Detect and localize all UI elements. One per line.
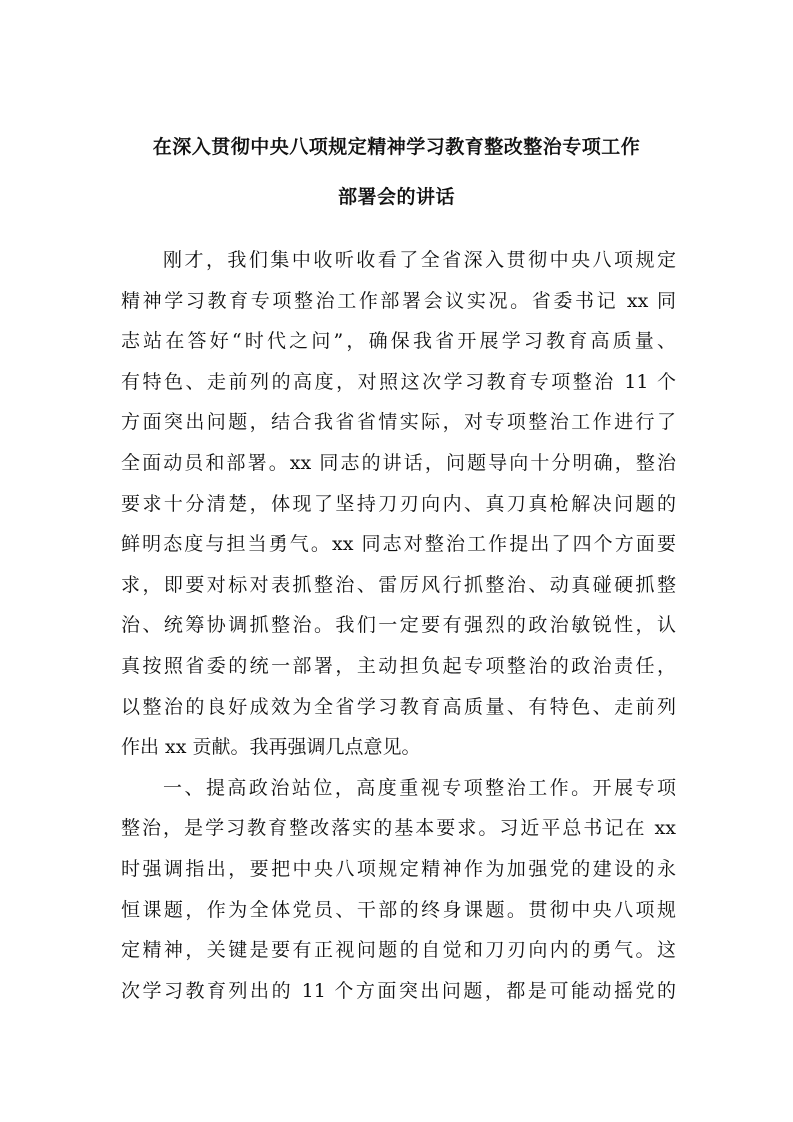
body-line: 方面突出问题，结合我省省情实际，对专项整治工作进行了	[121, 411, 676, 434]
document-title-line-2: 部署会的讲话	[337, 186, 455, 208]
body-line: 志站在答好“时代之问”，确保我省开展学习教育高质量、	[121, 330, 676, 353]
body-line: 作出 xx 贡献。我再强调几点意见。	[121, 736, 421, 759]
body-line: 整治，是学习教育整改落实的基本要求。习近平总书记在 xx	[121, 817, 676, 840]
document-title-line-1: 在深入贯彻中央八项规定精神学习教育整改整治专项工作	[152, 136, 641, 158]
body-line: 刚才，我们集中收听收看了全省深入贯彻中央八项规定	[163, 249, 676, 271]
body-line: 全面动员和部署。xx 同志的讲话，问题导向十分明确，整治	[121, 451, 676, 474]
body-line: 治、统筹协调抓整治。我们一定要有强烈的政治敏锐性，认	[121, 614, 676, 637]
body-line: 定精神，关键是要有正视问题的自觉和刀刃向内的勇气。这	[121, 939, 676, 962]
body-line: 鲜明态度与担当勇气。xx 同志对整治工作提出了四个方面要	[121, 533, 676, 556]
body-line: 一、提高政治站位，高度重视专项整治工作。开展专项	[163, 776, 676, 799]
body-line: 以整治的良好成效为全省学习教育高质量、有特色、走前列	[121, 695, 676, 718]
body-line: 时强调指出，要把中央八项规定精神作为加强党的建设的永	[121, 857, 676, 880]
body-line: 有特色、走前列的高度，对照这次学习教育专项整治 11 个	[121, 370, 676, 393]
body-line: 次学习教育列出的 11 个方面突出问题，都是可能动摇党的	[121, 979, 676, 1002]
body-line: 要求十分清楚，体现了坚持刀刃向内、真刀真枪解决问题的	[121, 492, 676, 515]
body-line: 精神学习教育专项整治工作部署会议实况。省委书记 xx 同	[121, 289, 676, 312]
body-line: 真按照省委的统一部署，主动担负起专项整治的政治责任，	[121, 654, 676, 677]
document-body	[121, 240, 676, 1011]
body-line: 恒课题，作为全体党员、干部的终身课题。贯彻中央八项规	[121, 898, 676, 921]
body-line: 求，即要对标对表抓整治、雷厉风行抓整治、动真碰硬抓整	[121, 573, 676, 596]
